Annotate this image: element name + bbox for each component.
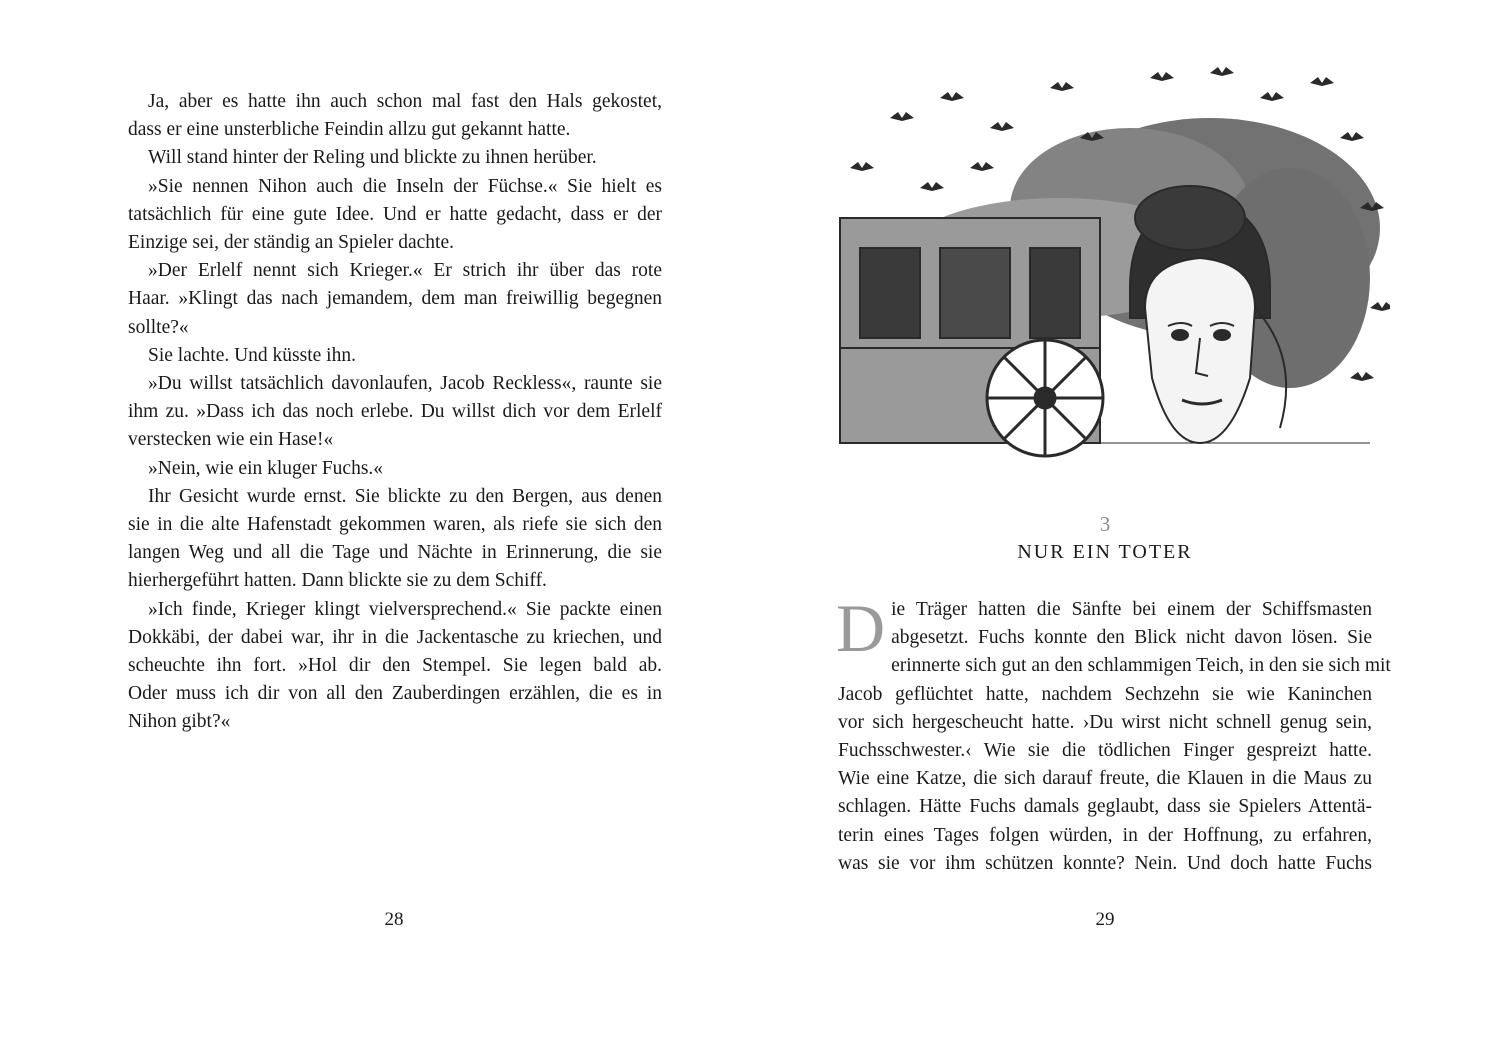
text-line: Sie lachte. Und küsste ihn. bbox=[148, 344, 356, 366]
text-line: was sie vor ihm schützen konnte? Nein. Und doch hatte Fuchs bbox=[838, 852, 1372, 874]
text-line: ihm zu. »Dass ich das noch erlebe. Du willst dich vor dem Erlelf bbox=[128, 401, 662, 423]
text-line: abgesetzt. Fuchs konnte den Blick nicht davon lösen. Sie bbox=[891, 627, 1372, 649]
page-number-left: 28 bbox=[384, 909, 404, 930]
text-line: Einzige sei, der ständig an Spieler dachte. bbox=[128, 232, 454, 254]
drop-cap: D bbox=[836, 590, 886, 666]
text-line: »Sie nennen Nihon auch die Inseln der Füchse.« Sie hielt es bbox=[148, 175, 662, 197]
text-line: sollte?« bbox=[128, 316, 189, 338]
right-page bbox=[750, 0, 1500, 1050]
text-line: dass er eine unsterbliche Feindin allzu gut gekannt hatte. bbox=[128, 119, 571, 141]
text-line: ie Träger hatten die Sänfte bei einem der Schiffsmasten bbox=[891, 599, 1372, 620]
wheel-drawing bbox=[987, 340, 1103, 456]
text-line: erinnerte sich gut an den schlammigen Teich, in den sie sich mit bbox=[891, 655, 1391, 677]
text-line: Nihon gibt?« bbox=[128, 711, 231, 733]
text-line: Haar. »Klingt das nach jemandem, dem man freiwillig begegnen bbox=[128, 288, 662, 310]
text-line: Wie eine Katze, die sich darauf freute, die Klauen in die Maus zu bbox=[838, 768, 1372, 790]
text-line: hierhergeführt hatten. Dann blickte sie zu dem Schiff. bbox=[128, 570, 547, 592]
chapter-title: NUR EIN TOTER bbox=[1017, 541, 1193, 563]
text-line: verstecken wie ein Hase!« bbox=[128, 429, 334, 451]
text-line: Jacob geflüchtet hatte, nachdem Sechzehn sie wie Kaninchen bbox=[838, 683, 1372, 705]
text-line: Ja, aber es hatte ihn auch schon mal fast den Hals gekostet, bbox=[148, 91, 662, 112]
text-line: »Du willst tatsächlich davonlaufen, Jacob Reckless«, raunte sie bbox=[148, 373, 662, 395]
text-line: »Nein, wie ein kluger Fuchs.« bbox=[148, 457, 384, 479]
text-line: Will stand hinter der Reling und blickte zu ihnen herüber. bbox=[148, 147, 597, 169]
chapter-number: 3 bbox=[1099, 512, 1111, 536]
text-line: terin eines Tages folgen würden, in der Hoffnung, zu erfahren, bbox=[838, 824, 1372, 846]
page-number-right: 29 bbox=[1095, 909, 1115, 930]
chapter-illustration bbox=[830, 58, 1390, 458]
text-line: Fuchsschwester.‹ Wie sie die tödlichen Finger gespreizt hatte. bbox=[838, 740, 1372, 762]
text-line: schlagen. Hätte Fuchs damals geglaubt, dass sie Spielers Attentä- bbox=[838, 796, 1372, 818]
text-line: tatsächlich für eine gute Idee. Und er hatte gedacht, dass er der bbox=[128, 203, 662, 225]
text-line: Ihr Gesicht wurde ernst. Sie blickte zu den Bergen, aus denen bbox=[148, 485, 662, 507]
text-line: »Der Erlelf nennt sich Krieger.« Er strich ihr über das rote bbox=[148, 260, 662, 282]
text-line: Dokkäbi, der dabei war, ihr in die Jackentasche zu kriechen, und bbox=[128, 626, 662, 648]
right-page-text bbox=[836, 590, 1391, 878]
text-line: sie in die alte Hafenstadt gekommen waren, als riefe sie sich den bbox=[128, 514, 662, 536]
text-line: vor sich hergescheucht hatte. ›Du wirst nicht schnell genug sein, bbox=[838, 711, 1372, 733]
text-line: scheuchte ihn fort. »Hol dir den Stempel. Sie legen bald ab. bbox=[128, 655, 662, 677]
text-line: Oder muss ich dir von all den Zauberdingen erzählen, die es in bbox=[128, 683, 662, 705]
left-page-text bbox=[128, 88, 662, 737]
text-line: langen Weg und all die Tage und Nächte in Erinnerung, die sie bbox=[128, 542, 662, 564]
text-line: »Ich finde, Krieger klingt vielversprechend.« Sie packte einen bbox=[148, 598, 662, 620]
